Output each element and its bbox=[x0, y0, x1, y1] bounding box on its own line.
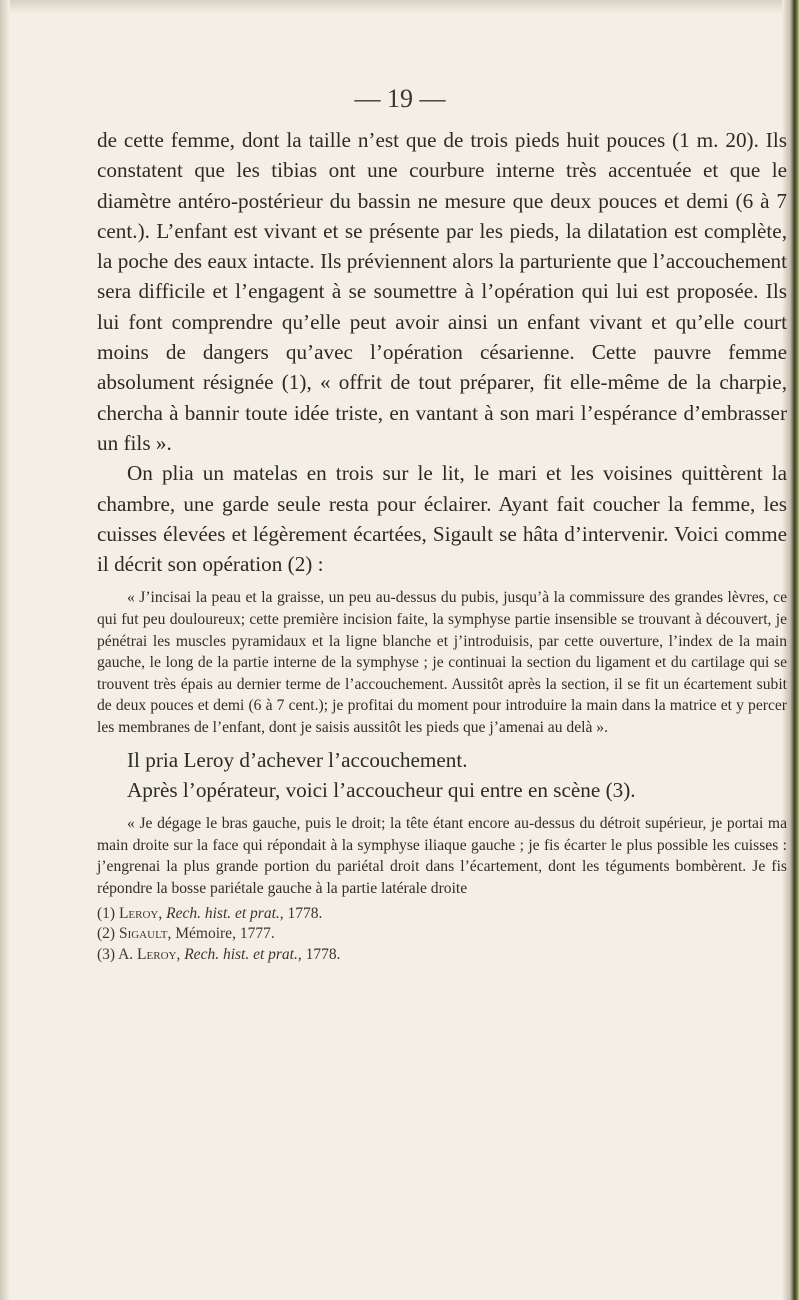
footnote-title: Rech. hist. et prat. bbox=[166, 904, 280, 922]
block-quote: « J’incisai la peau et la graisse, un peu au-dessus du pubis, jusqu’à la commissure des grandes lèvres, ce qui fut peu douloureux; cette première incision faite, la symphyse partie insensible se trouvant à découvert, je pénétrai les muscles pyramidaux et la ligne blanche et j’introduisis, par cette ouverture, l’index de la main gauche, le long de la partie interne de la symphyse ; je continuai la section du ligament et du cartilage qui se trouvent très épais au dernier terme de l’accouchement. Aussitôt après la section, il se fit un écartement subit de deux pouces et demi (6 à 7 cent.); je profitai du moment pour introduire la main dans la matrice et y percer les membranes de l’enfant, dont je saisis aussitôt les pieds que j’amenai au delà ». bbox=[97, 589, 787, 737]
body-paragraph: On plia un matelas en trois sur le lit, le mari et les voisines quittèrent la chambre, une garde seule resta pour éclairer. Ayant fait coucher la femme, les cuisses élevées et légèrement écartées, Sigault se hâta d’intervenir. Voici comme il décrit son opération (2) : bbox=[97, 461, 787, 577]
footnote bbox=[97, 924, 787, 945]
page-body bbox=[97, 125, 787, 965]
footnote-author: Sigault bbox=[118, 925, 168, 943]
page-number: — 19 — bbox=[354, 84, 446, 113]
footnote-author: Leroy bbox=[137, 945, 177, 963]
footnote-title: Rech. hist. et prat. bbox=[184, 945, 298, 963]
footnote-author: Leroy bbox=[118, 904, 159, 922]
footnote-year: , 1778. bbox=[279, 904, 323, 922]
page-top-edge bbox=[0, 0, 800, 14]
body-paragraph: Il pria Leroy d’achever l’accouchement. bbox=[127, 747, 468, 772]
footnotes bbox=[97, 904, 787, 966]
footnote: (1) Leroy, Rech. hist. et prat., 1778. bbox=[97, 904, 323, 922]
footnote-year: , 1778. bbox=[297, 945, 341, 963]
footnote: (3) A. Leroy, Rech. hist. et prat., 1778. bbox=[97, 945, 341, 963]
block-quote: « Je dégage le bras gauche, puis le droit; la tête étant encore au-dessus du détroit supérieur, je portai ma main droite sur la face qui répondait à la symphyse iliaque gauche ; je fis écarter le plus possible les cuisses : j’engrenai la plus grande portion du pariétal droit dans l’écartement, dont les téguments bombèrent. Je fis répondre la bosse pariétale gauche à la partie latérale droite bbox=[97, 815, 787, 897]
footnote-year: , Mémoire, 1777. bbox=[167, 925, 275, 943]
footnote-mark: (2) bbox=[97, 925, 119, 943]
footnote-mark: (1) bbox=[97, 904, 119, 922]
footnote-mark: (3) A. bbox=[97, 945, 138, 963]
body-paragraph: de cette femme, dont la taille n’est que de trois pieds huit pouces (1 m. 20). Ils constatent que les tibias ont une courbure interne très accentuée et que le diamètre antéro-postérieur du bassin ne mesure que deux pouces et demi (6 à 7 cent.). L’enfant est vivant et se présente par les pieds, la dilatation est complète, la poche des eaux intacte. Ils préviennent alors la parturiente que l’accouchement sera difficile et l’engagent à se soumettre à l’opération qui lui est proposée. Ils lui font comprendre qu’elle peut avoir ainsi un enfant vivant et qu’elle court moins de dangers qu’avec l’opération césarienne. Cette pauvre femme absolument résignée (1), « offrit de tout préparer, fit elle-même de la charpie, chercha à bannir toute idée triste, en vantant à son mari l’espérance d’embrasser un fils ». bbox=[97, 128, 787, 455]
body-paragraph: Après l’opérateur, voici l’accoucheur qui entre en scène (3). bbox=[127, 777, 636, 802]
page-left-edge bbox=[0, 0, 10, 1300]
